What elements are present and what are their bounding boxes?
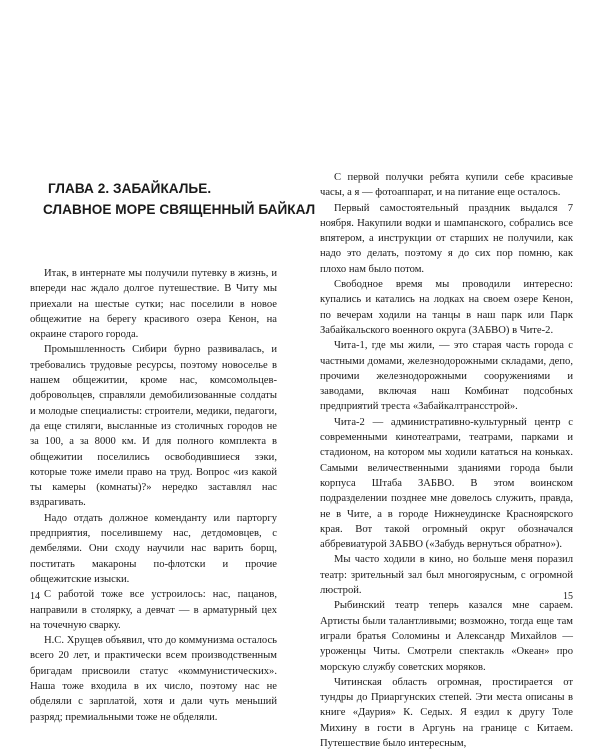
paragraph: Промышленность Сибири бурно развивалась, и требовались трудовые ресурсы, поэтому новоселье в нашем общежитии, кроме нас, комсомольцев-добровольцев, справляли демобилизованные солдаты и молодые специалисты: строители, медики, педагоги, да еще стиляги, высланные из столичных городов не за 100, а за 8000 км. И для полного комплекта в общежитии поселились освободившиеся зэки, которые тоже имели право на труд. Вопрос «из какой ты камеры (комнаты)?» нередко заставлял нас вздрагивать. xyxy=(30,344,277,509)
paragraph: С первой получки ребята купили себе красивые часы, а я — фотоаппарат, и на питание еще осталось. xyxy=(320,172,573,199)
paragraph: Н.С. Хрущев объявил, что до коммунизма осталось всего 20 лет, и практически всем производственным бригадам присвоили статус «коммунистических». Наша тоже входила в их число, поэтому нас не обделяли с зарплатой, хотя и дали чуть меньший разряд; премиальными тоже не обделяли. xyxy=(30,635,277,723)
page-number-right: 15 xyxy=(563,591,573,602)
chapter-title xyxy=(40,178,316,220)
paragraph: С работой тоже все устроилось: нас, пацанов, направили в столярку, а девчат — в арматурный цех на точечную сварку. xyxy=(30,589,277,631)
paragraph: Чита-2 — административно-культурный центр с современными кинотеатрами, театрами, парками и стадионом, на котором мы ходили кататься на коньках. Самыми величественными зданиями города были корпуса Штаба ЗАБВО. В этом воинском подразделении позднее мне довелось служить, правда, не в Чите, а в городе Нижнеудинске Красноярского края. Вот такой огромный округ обозначался аббревиатурой ЗАБВО («Забудь вернуться обратно»). xyxy=(320,416,573,551)
paragraph: Читинская область огромная, простирается от тундры до Приаргунских степей. Эти места описаны в книге «Даурия» К. Седых. Я ездил к другу Толе Михину в гости в Аргунь на границе с Китаем. Путешествие было интересным, xyxy=(320,676,573,749)
paragraph: Надо отдать должное коменданту или парторгу предприятия, поселившему нас, детдомовцев, с дембелями. Они сходу научили нас варить борщ, поститать макароны по-флотски и прочие общежитские изыски. xyxy=(30,512,277,585)
paragraph: Итак, в интернате мы получили путевку в жизнь, и впереди нас ждало долгое путешествие. В Читу мы приехали на шестые сутки; нас поселили в новое общежитие на берегу красивого озера Кенон, на окраине старого города. xyxy=(30,268,277,341)
paragraph: Мы часто ходили в кино, но больше меня поразил театр: зрительный зал был многоярусным, с огромной люстрой. xyxy=(320,554,573,597)
paragraph: Чита-1, где мы жили, — это старая часть города с частными домами, железнодорожными складами, депо, прочими железнодорожными сооружениями и заводами, включая наш Комбинат подсобных предприятий треста «Забайкалтрансстрой». xyxy=(320,340,573,413)
paragraph: Свободное время мы проводили интересно: купались и катались на лодках на своем озере Кенон, по вечерам ходили на танцы в наш парк или Парк Забайкальского военного округа (ЗАБВО) в Чите-2. xyxy=(320,279,573,336)
paragraph: Первый самостоятельный праздник выдался 7 ноября. Накупили водки и шампанского, собрались все впятером, а инструкции от старших не получили, как надо это делать, поэтому я до сих пор помню, как плохо нам было потом. xyxy=(320,202,573,275)
page-number-left: 14 xyxy=(30,591,40,602)
paragraph: Рыбинский театр теперь казался мне сараем. Артисты были талантливыми; возможно, тогда еще там играли братья Соломины и Александр Михайлов — уроженцы Читы. Смотрели спектакль «Океан» про морскую службу советских моряков. xyxy=(320,600,573,673)
chapter-title-line-2: СЛАВНОЕ МОРЕ СВЯЩЕННЫЙ БАЙКАЛ xyxy=(43,202,316,217)
right-page-body xyxy=(320,170,573,751)
left-page-body xyxy=(30,266,277,725)
right-page xyxy=(300,0,600,750)
chapter-title-line-1: ГЛАВА 2. ЗАБАЙКАЛЬЕ. xyxy=(48,181,212,196)
